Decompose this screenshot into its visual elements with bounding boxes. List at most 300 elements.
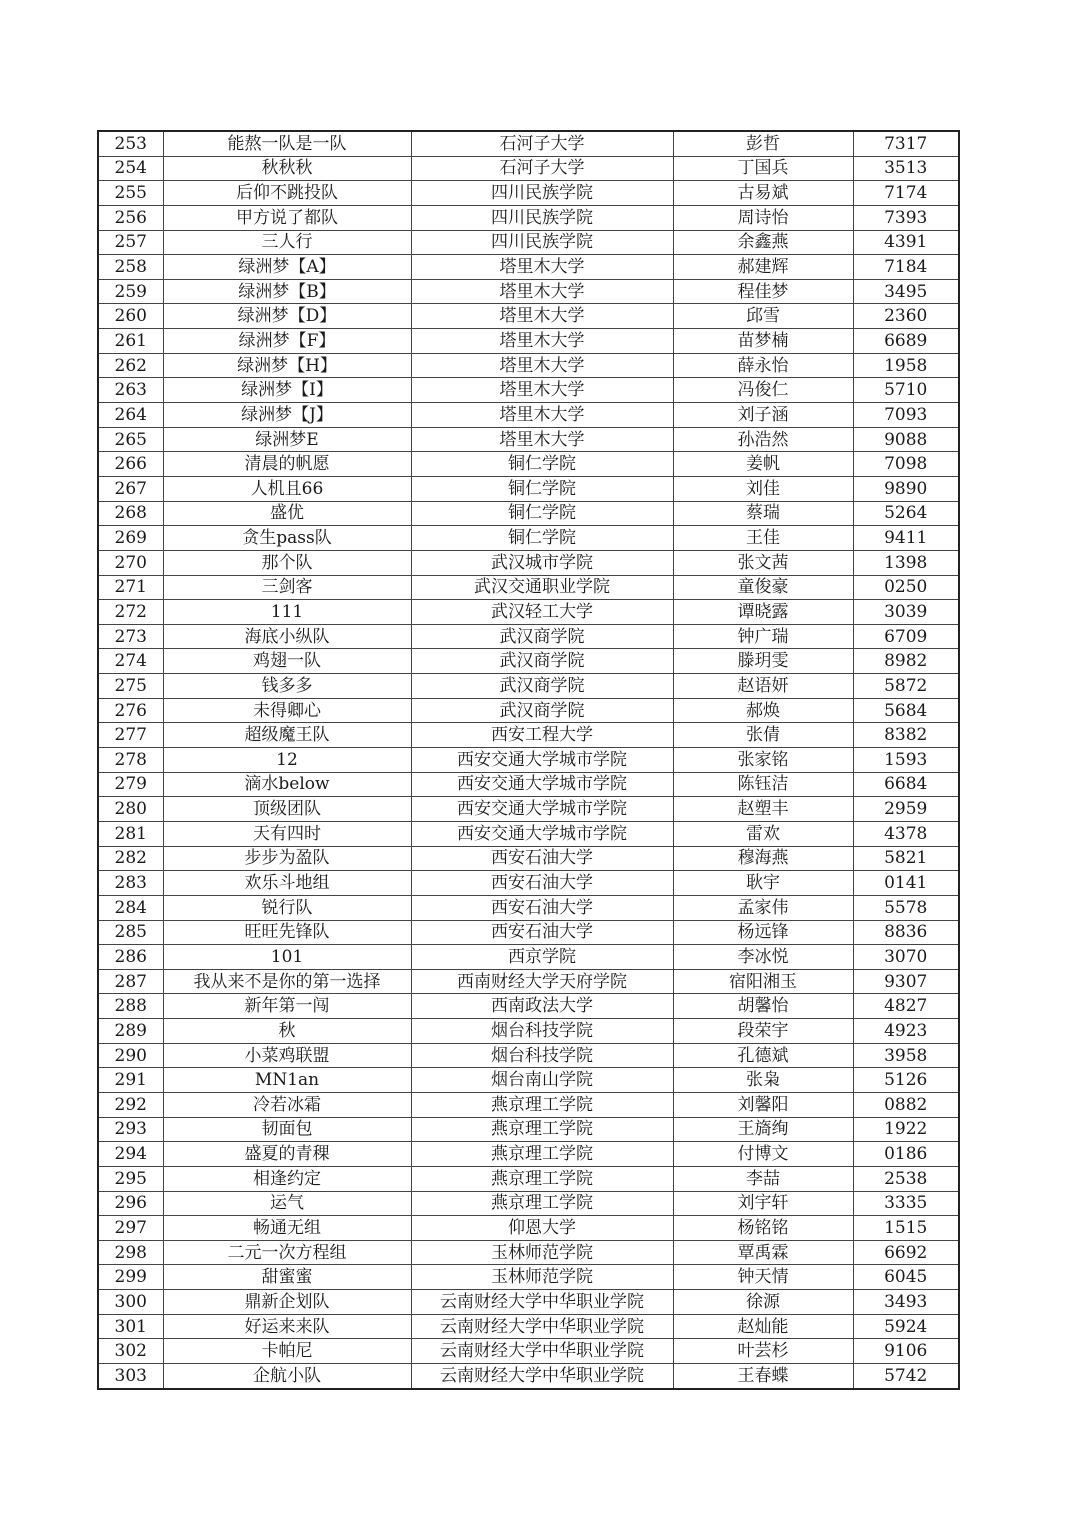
row-number-cell: 254 [98, 156, 163, 181]
team-name-cell: 欢乐斗地组 [163, 871, 411, 896]
code-cell: 5924 [853, 1314, 959, 1339]
table-row [98, 156, 959, 181]
code-cell: 7098 [853, 452, 959, 477]
team-name-cell: 卡帕尼 [163, 1339, 411, 1364]
school-name-cell: 铜仁学院 [411, 452, 673, 477]
roster-body [98, 131, 959, 1389]
leader-name-cell: 王旖绚 [673, 1117, 853, 1142]
code-cell: 5126 [853, 1068, 959, 1093]
team-name-cell: 甲方说了都队 [163, 205, 411, 230]
table-row [98, 969, 959, 994]
school-name-cell: 烟台南山学院 [411, 1068, 673, 1093]
school-name-cell: 四川民族学院 [411, 230, 673, 255]
team-name-cell: 那个队 [163, 550, 411, 575]
school-name-cell: 云南财经大学中华职业学院 [411, 1364, 673, 1389]
table-row [98, 575, 959, 600]
table-row [98, 871, 959, 896]
row-number-cell: 296 [98, 1191, 163, 1216]
row-number-cell: 298 [98, 1240, 163, 1265]
row-number-cell: 260 [98, 304, 163, 329]
leader-name-cell: 李喆 [673, 1166, 853, 1191]
table-row [98, 501, 959, 526]
code-cell: 4391 [853, 230, 959, 255]
leader-name-cell: 叶芸杉 [673, 1339, 853, 1364]
row-number-cell: 262 [98, 353, 163, 378]
leader-name-cell: 余鑫燕 [673, 230, 853, 255]
row-number-cell: 286 [98, 945, 163, 970]
school-name-cell: 西安交通大学城市学院 [411, 772, 673, 797]
school-name-cell: 铜仁学院 [411, 501, 673, 526]
team-name-cell: 绿洲梦【F】 [163, 329, 411, 354]
school-name-cell: 武汉商学院 [411, 624, 673, 649]
table-row [98, 550, 959, 575]
row-number-cell: 265 [98, 427, 163, 452]
team-name-cell: 贪生pass队 [163, 526, 411, 551]
leader-name-cell: 杨铭铭 [673, 1216, 853, 1241]
school-name-cell: 塔里木大学 [411, 427, 673, 452]
table-row [98, 821, 959, 846]
row-number-cell: 276 [98, 698, 163, 723]
row-number-cell: 289 [98, 1019, 163, 1044]
leader-name-cell: 郝焕 [673, 698, 853, 723]
team-name-cell: 滴水below [163, 772, 411, 797]
team-name-cell: 旺旺先锋队 [163, 920, 411, 945]
code-cell: 5872 [853, 674, 959, 699]
school-name-cell: 玉林师范学院 [411, 1240, 673, 1265]
code-cell: 2360 [853, 304, 959, 329]
row-number-cell: 292 [98, 1092, 163, 1117]
code-cell: 3039 [853, 600, 959, 625]
leader-name-cell: 蔡瑞 [673, 501, 853, 526]
school-name-cell: 西安石油大学 [411, 871, 673, 896]
school-name-cell: 西安交通大学城市学院 [411, 797, 673, 822]
code-cell: 9890 [853, 476, 959, 501]
team-name-cell: 步步为盈队 [163, 846, 411, 871]
table-row [98, 304, 959, 329]
code-cell: 7393 [853, 205, 959, 230]
team-name-cell: 三人行 [163, 230, 411, 255]
code-cell: 3493 [853, 1290, 959, 1315]
team-name-cell: 绿洲梦【A】 [163, 255, 411, 280]
leader-name-cell: 段荣宇 [673, 1019, 853, 1044]
code-cell: 1922 [853, 1117, 959, 1142]
code-cell: 3335 [853, 1191, 959, 1216]
school-name-cell: 武汉交通职业学院 [411, 575, 673, 600]
team-name-cell: 小菜鸡联盟 [163, 1043, 411, 1068]
row-number-cell: 256 [98, 205, 163, 230]
row-number-cell: 263 [98, 378, 163, 403]
leader-name-cell: 钟天情 [673, 1265, 853, 1290]
team-name-cell: 111 [163, 600, 411, 625]
code-cell: 4827 [853, 994, 959, 1019]
table-row [98, 994, 959, 1019]
school-name-cell: 燕京理工学院 [411, 1191, 673, 1216]
school-name-cell: 塔里木大学 [411, 279, 673, 304]
school-name-cell: 西南政法大学 [411, 994, 673, 1019]
leader-name-cell: 李冰悦 [673, 945, 853, 970]
row-number-cell: 275 [98, 674, 163, 699]
code-cell: 1515 [853, 1216, 959, 1241]
team-name-cell: 甜蜜蜜 [163, 1265, 411, 1290]
leader-name-cell: 陈钰洁 [673, 772, 853, 797]
school-name-cell: 云南财经大学中华职业学院 [411, 1290, 673, 1315]
school-name-cell: 武汉商学院 [411, 649, 673, 674]
school-name-cell: 西安工程大学 [411, 723, 673, 748]
leader-name-cell: 童俊豪 [673, 575, 853, 600]
table-row [98, 748, 959, 773]
leader-name-cell: 郝建辉 [673, 255, 853, 280]
code-cell: 0882 [853, 1092, 959, 1117]
school-name-cell: 塔里木大学 [411, 329, 673, 354]
team-name-cell: 三剑客 [163, 575, 411, 600]
leader-name-cell: 雷欢 [673, 821, 853, 846]
team-name-cell: 韧面包 [163, 1117, 411, 1142]
code-cell: 6709 [853, 624, 959, 649]
school-name-cell: 西安石油大学 [411, 846, 673, 871]
table-row [98, 1290, 959, 1315]
leader-name-cell: 付博文 [673, 1142, 853, 1167]
leader-name-cell: 刘馨阳 [673, 1092, 853, 1117]
table-row [98, 1043, 959, 1068]
team-name-cell: 绿洲梦E [163, 427, 411, 452]
leader-name-cell: 穆海燕 [673, 846, 853, 871]
leader-name-cell: 冯俊仁 [673, 378, 853, 403]
leader-name-cell: 张倩 [673, 723, 853, 748]
team-name-cell: 未得卿心 [163, 698, 411, 723]
school-name-cell: 武汉轻工大学 [411, 600, 673, 625]
team-name-cell: 冷若冰霜 [163, 1092, 411, 1117]
table-row [98, 452, 959, 477]
row-number-cell: 278 [98, 748, 163, 773]
row-number-cell: 294 [98, 1142, 163, 1167]
table-row [98, 329, 959, 354]
team-name-cell: 101 [163, 945, 411, 970]
row-number-cell: 264 [98, 403, 163, 428]
leader-name-cell: 刘子涵 [673, 403, 853, 428]
school-name-cell: 燕京理工学院 [411, 1166, 673, 1191]
leader-name-cell: 程佳梦 [673, 279, 853, 304]
leader-name-cell: 宿阳湘玉 [673, 969, 853, 994]
leader-name-cell: 徐源 [673, 1290, 853, 1315]
row-number-cell: 279 [98, 772, 163, 797]
school-name-cell: 西京学院 [411, 945, 673, 970]
leader-name-cell: 杨远锋 [673, 920, 853, 945]
table-row [98, 476, 959, 501]
team-name-cell: 顶级团队 [163, 797, 411, 822]
team-name-cell: 盛优 [163, 501, 411, 526]
table-row [98, 920, 959, 945]
table-row [98, 378, 959, 403]
code-cell: 6045 [853, 1265, 959, 1290]
leader-name-cell: 刘佳 [673, 476, 853, 501]
school-name-cell: 塔里木大学 [411, 353, 673, 378]
school-name-cell: 烟台科技学院 [411, 1019, 673, 1044]
row-number-cell: 280 [98, 797, 163, 822]
team-name-cell: 盛夏的青稞 [163, 1142, 411, 1167]
leader-name-cell: 薛永怡 [673, 353, 853, 378]
table-row [98, 772, 959, 797]
row-number-cell: 270 [98, 550, 163, 575]
school-name-cell: 四川民族学院 [411, 205, 673, 230]
row-number-cell: 303 [98, 1364, 163, 1389]
table-row [98, 895, 959, 920]
code-cell: 8382 [853, 723, 959, 748]
table-row [98, 1314, 959, 1339]
code-cell: 2538 [853, 1166, 959, 1191]
table-row [98, 230, 959, 255]
table-row [98, 600, 959, 625]
table-row [98, 1216, 959, 1241]
table-row [98, 1092, 959, 1117]
code-cell: 5821 [853, 846, 959, 871]
team-name-cell: 鼎新企划队 [163, 1290, 411, 1315]
row-number-cell: 302 [98, 1339, 163, 1364]
school-name-cell: 石河子大学 [411, 131, 673, 156]
team-name-cell: 相逢约定 [163, 1166, 411, 1191]
team-name-cell: 绿洲梦【H】 [163, 353, 411, 378]
school-name-cell: 西南财经大学天府学院 [411, 969, 673, 994]
leader-name-cell: 刘宇轩 [673, 1191, 853, 1216]
code-cell: 3513 [853, 156, 959, 181]
table-row [98, 353, 959, 378]
code-cell: 2959 [853, 797, 959, 822]
team-name-cell: 绿洲梦【I】 [163, 378, 411, 403]
row-number-cell: 295 [98, 1166, 163, 1191]
row-number-cell: 273 [98, 624, 163, 649]
school-name-cell: 燕京理工学院 [411, 1142, 673, 1167]
code-cell: 7184 [853, 255, 959, 280]
school-name-cell: 塔里木大学 [411, 255, 673, 280]
table-row [98, 1265, 959, 1290]
school-name-cell: 西安交通大学城市学院 [411, 821, 673, 846]
leader-name-cell: 张家铭 [673, 748, 853, 773]
team-name-cell: 人机且66 [163, 476, 411, 501]
code-cell: 9307 [853, 969, 959, 994]
code-cell: 6689 [853, 329, 959, 354]
team-name-cell: 钱多多 [163, 674, 411, 699]
row-number-cell: 290 [98, 1043, 163, 1068]
table-row [98, 1191, 959, 1216]
table-row [98, 181, 959, 206]
leader-name-cell: 耿宇 [673, 871, 853, 896]
leader-name-cell: 钟广瑞 [673, 624, 853, 649]
code-cell: 1398 [853, 550, 959, 575]
leader-name-cell: 赵灿能 [673, 1314, 853, 1339]
code-cell: 0250 [853, 575, 959, 600]
code-cell: 5264 [853, 501, 959, 526]
leader-name-cell: 孔德斌 [673, 1043, 853, 1068]
leader-name-cell: 孙浩然 [673, 427, 853, 452]
school-name-cell: 西安交通大学城市学院 [411, 748, 673, 773]
row-number-cell: 271 [98, 575, 163, 600]
school-name-cell: 武汉城市学院 [411, 550, 673, 575]
team-name-cell: 绿洲梦【B】 [163, 279, 411, 304]
row-number-cell: 291 [98, 1068, 163, 1093]
roster-sheet [97, 130, 958, 1390]
leader-name-cell: 滕玥雯 [673, 649, 853, 674]
code-cell: 7174 [853, 181, 959, 206]
school-name-cell: 铜仁学院 [411, 526, 673, 551]
team-name-cell: 能熬一队是一队 [163, 131, 411, 156]
table-row [98, 1019, 959, 1044]
code-cell: 3495 [853, 279, 959, 304]
leader-name-cell: 胡馨怡 [673, 994, 853, 1019]
row-number-cell: 268 [98, 501, 163, 526]
school-name-cell: 云南财经大学中华职业学院 [411, 1314, 673, 1339]
row-number-cell: 285 [98, 920, 163, 945]
row-number-cell: 293 [98, 1117, 163, 1142]
school-name-cell: 云南财经大学中华职业学院 [411, 1339, 673, 1364]
code-cell: 5710 [853, 378, 959, 403]
table-row [98, 1068, 959, 1093]
code-cell: 0141 [853, 871, 959, 896]
row-number-cell: 274 [98, 649, 163, 674]
row-number-cell: 267 [98, 476, 163, 501]
table-row [98, 279, 959, 304]
code-cell: 6684 [853, 772, 959, 797]
school-name-cell: 烟台科技学院 [411, 1043, 673, 1068]
code-cell: 5742 [853, 1364, 959, 1389]
school-name-cell: 武汉商学院 [411, 698, 673, 723]
table-row [98, 723, 959, 748]
team-name-cell: 新年第一闯 [163, 994, 411, 1019]
row-number-cell: 299 [98, 1265, 163, 1290]
row-number-cell: 269 [98, 526, 163, 551]
school-name-cell: 西安石油大学 [411, 920, 673, 945]
school-name-cell: 石河子大学 [411, 156, 673, 181]
leader-name-cell: 周诗怡 [673, 205, 853, 230]
code-cell: 1958 [853, 353, 959, 378]
table-row [98, 205, 959, 230]
table-row [98, 131, 959, 156]
code-cell: 9106 [853, 1339, 959, 1364]
leader-name-cell: 张枭 [673, 1068, 853, 1093]
table-row [98, 1142, 959, 1167]
table-row [98, 526, 959, 551]
team-name-cell: MN1an [163, 1068, 411, 1093]
team-name-cell: 海底小纵队 [163, 624, 411, 649]
code-cell: 7093 [853, 403, 959, 428]
team-name-cell: 我从来不是你的第一选择 [163, 969, 411, 994]
table-row [98, 797, 959, 822]
school-name-cell: 铜仁学院 [411, 476, 673, 501]
code-cell: 8982 [853, 649, 959, 674]
leader-name-cell: 彭哲 [673, 131, 853, 156]
team-name-cell: 绿洲梦【J】 [163, 403, 411, 428]
leader-name-cell: 古易斌 [673, 181, 853, 206]
code-cell: 9411 [853, 526, 959, 551]
team-roster-table [97, 130, 960, 1390]
team-name-cell: 后仰不跳投队 [163, 181, 411, 206]
team-name-cell: 超级魔王队 [163, 723, 411, 748]
leader-name-cell: 赵语妍 [673, 674, 853, 699]
table-row [98, 649, 959, 674]
table-row [98, 698, 959, 723]
table-row [98, 1117, 959, 1142]
team-name-cell: 12 [163, 748, 411, 773]
table-row [98, 403, 959, 428]
table-row [98, 427, 959, 452]
table-row [98, 1240, 959, 1265]
school-name-cell: 塔里木大学 [411, 403, 673, 428]
code-cell: 5684 [853, 698, 959, 723]
leader-name-cell: 覃禹霖 [673, 1240, 853, 1265]
leader-name-cell: 赵塑丰 [673, 797, 853, 822]
school-name-cell: 四川民族学院 [411, 181, 673, 206]
table-row [98, 1339, 959, 1364]
row-number-cell: 297 [98, 1216, 163, 1241]
code-cell: 7317 [853, 131, 959, 156]
row-number-cell: 266 [98, 452, 163, 477]
school-name-cell: 燕京理工学院 [411, 1092, 673, 1117]
row-number-cell: 258 [98, 255, 163, 280]
code-cell: 9088 [853, 427, 959, 452]
code-cell: 4923 [853, 1019, 959, 1044]
row-number-cell: 284 [98, 895, 163, 920]
leader-name-cell: 谭晓露 [673, 600, 853, 625]
team-name-cell: 绿洲梦【D】 [163, 304, 411, 329]
row-number-cell: 287 [98, 969, 163, 994]
team-name-cell: 好运来来队 [163, 1314, 411, 1339]
team-name-cell: 天有四时 [163, 821, 411, 846]
table-row [98, 846, 959, 871]
code-cell: 5578 [853, 895, 959, 920]
row-number-cell: 288 [98, 994, 163, 1019]
row-number-cell: 257 [98, 230, 163, 255]
team-name-cell: 鸡翅一队 [163, 649, 411, 674]
code-cell: 0186 [853, 1142, 959, 1167]
table-row [98, 1364, 959, 1389]
table-row [98, 624, 959, 649]
code-cell: 1593 [853, 748, 959, 773]
row-number-cell: 255 [98, 181, 163, 206]
school-name-cell: 燕京理工学院 [411, 1117, 673, 1142]
row-number-cell: 261 [98, 329, 163, 354]
row-number-cell: 300 [98, 1290, 163, 1315]
code-cell: 4378 [853, 821, 959, 846]
table-row [98, 674, 959, 699]
row-number-cell: 282 [98, 846, 163, 871]
team-name-cell: 秋秋秋 [163, 156, 411, 181]
leader-name-cell: 苗梦楠 [673, 329, 853, 354]
school-name-cell: 仰恩大学 [411, 1216, 673, 1241]
team-name-cell: 锐行队 [163, 895, 411, 920]
team-name-cell: 二元一次方程组 [163, 1240, 411, 1265]
leader-name-cell: 王佳 [673, 526, 853, 551]
school-name-cell: 西安石油大学 [411, 895, 673, 920]
row-number-cell: 301 [98, 1314, 163, 1339]
code-cell: 3070 [853, 945, 959, 970]
team-name-cell: 清晨的帆愿 [163, 452, 411, 477]
team-name-cell: 企航小队 [163, 1364, 411, 1389]
school-name-cell: 塔里木大学 [411, 304, 673, 329]
leader-name-cell: 张文茜 [673, 550, 853, 575]
leader-name-cell: 王春蝶 [673, 1364, 853, 1389]
code-cell: 3958 [853, 1043, 959, 1068]
school-name-cell: 玉林师范学院 [411, 1265, 673, 1290]
team-name-cell: 秋 [163, 1019, 411, 1044]
leader-name-cell: 丁国兵 [673, 156, 853, 181]
team-name-cell: 运气 [163, 1191, 411, 1216]
leader-name-cell: 孟家伟 [673, 895, 853, 920]
code-cell: 8836 [853, 920, 959, 945]
row-number-cell: 283 [98, 871, 163, 896]
school-name-cell: 塔里木大学 [411, 378, 673, 403]
row-number-cell: 281 [98, 821, 163, 846]
school-name-cell: 武汉商学院 [411, 674, 673, 699]
leader-name-cell: 邱雪 [673, 304, 853, 329]
row-number-cell: 253 [98, 131, 163, 156]
